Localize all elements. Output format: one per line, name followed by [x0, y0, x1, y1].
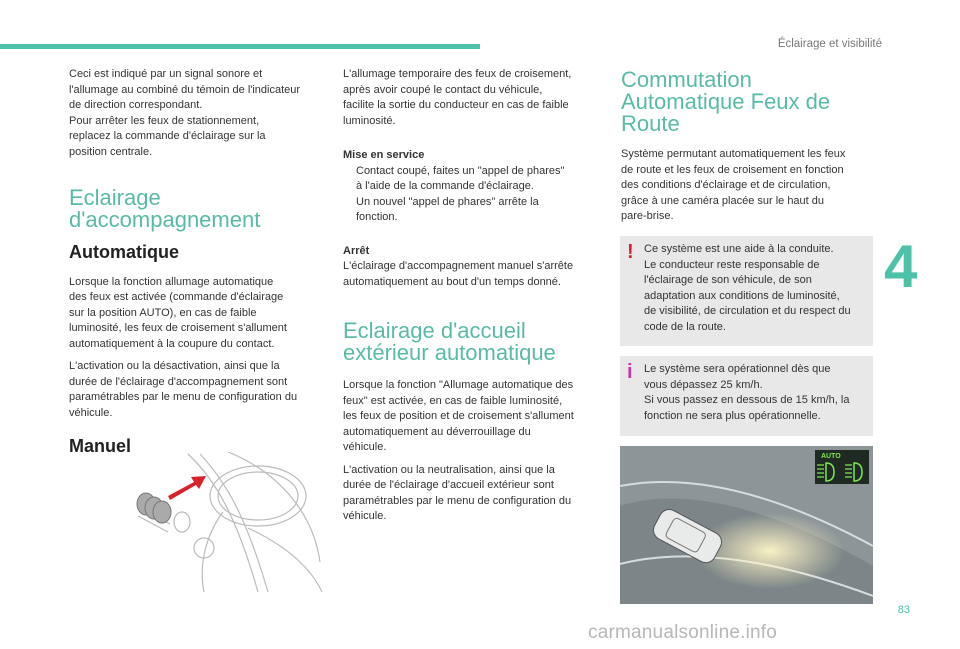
commutation-paragraph: Système permutant automatiquement les feux de route et les feux de croisement en fonction des conditions d'éclairage et de circulation, grâce à une caméra placée sur le haut du pare-brise. — [621, 148, 846, 222]
info-text: Le système sera opérationnel dès que vous dépassez 25 km/h. Si vous passez en dessous de 15 km/h, la fonction ne sera plus opérationnelle. — [644, 363, 850, 422]
welcome-lighting-paragraph-1: Lorsque la fonction "Allumage automatique des feux" est activée, en cas de faible luminosité, les feux de position et de croisement s'allument automatiquement au déverrouillage du véhicule. — [343, 379, 574, 453]
auto-label: AUTO — [821, 453, 841, 460]
column-1 — [69, 67, 325, 455]
temporary-lighting-paragraph: L'allumage temporaire des feux de croisement, après avoir coupé le contact du véhicule, facilite la sortie du conducteur en cas de faible luminosité. — [343, 68, 572, 127]
warning-box — [620, 236, 873, 346]
subheading-automatique: Automatique — [69, 242, 179, 262]
arret-title: Arrêt — [343, 244, 370, 257]
subheading-manuel: Manuel — [69, 436, 132, 456]
column-2 — [343, 67, 603, 525]
bullet-item: Contact coupé, faites un "appel de phares" à l'aide de la commande d'éclairage. — [343, 164, 603, 195]
heading-eclairage-accompagnement: Eclairage d'accompagnement — [69, 185, 261, 232]
bullet-icon — [343, 164, 356, 195]
bullet-item: Un nouvel "appel de phares" arrête la fonction. — [343, 195, 603, 226]
warning-icon: ! — [627, 241, 634, 263]
info-box — [620, 356, 873, 436]
welcome-lighting-paragraph-2: L'activation ou la neutralisation, ainsi que la durée de l'éclairage d'accueil extérieur sont paramétrables par le menu de configuration du véhicule. — [343, 463, 572, 522]
chapter-number: 4 — [884, 233, 918, 300]
steering-stalk-illustration — [108, 452, 328, 594]
bullet-icon — [343, 195, 356, 226]
heading-commutation-automatique: Commutation Automatique Feux de Route — [621, 67, 831, 136]
page-number: 83 — [897, 604, 910, 616]
arret-paragraph: L'éclairage d'accompagnement manuel s'arrête automatiquement au bout d'un temps donné. — [343, 260, 574, 288]
mise-en-service-title: Mise en service — [343, 149, 425, 161]
direction-arrow-icon — [168, 476, 206, 500]
heading-eclairage-accueil: Eclairage d'accueil extérieur automatique — [343, 318, 556, 365]
intro-paragraph: Ceci est indiqué par un signal sonore et l'allumage au combiné du témoin de l'indicateur de direction correspondant. Pour arrêter les feux de stationnement, replacez la commande d'éclairage sur la position centrale. — [69, 68, 301, 158]
auto-paragraph-2: L'activation ou la désactivation, ainsi que la durée de l'éclairage d'accompagnement sont paramétrables par le menu de configuration du véhicule. — [69, 360, 298, 419]
section-title: Éclairage et visibilité — [777, 38, 882, 50]
auto-paragraph-1: Lorsque la fonction allumage automatique des feux est activée (commande d'éclairage sur la position AUTO), en cas de faible luminosité, les feux de croisement s'allument automatiquement à la coupure du contact. — [69, 275, 287, 350]
automatic-high-beam-illustration — [620, 446, 873, 604]
warning-text: Ce système est une aide à la conduite. Le conducteur reste responsable de l'éclairage de son véhicule, de son adaptation aux conditions de luminosité, de visibilité, de circulation et du respect du code de la route. — [644, 243, 851, 333]
header-accent-bar — [0, 44, 480, 49]
watermark: carmanualsonline.info — [588, 622, 778, 643]
column-3 — [621, 69, 876, 225]
info-icon: i — [627, 361, 633, 383]
